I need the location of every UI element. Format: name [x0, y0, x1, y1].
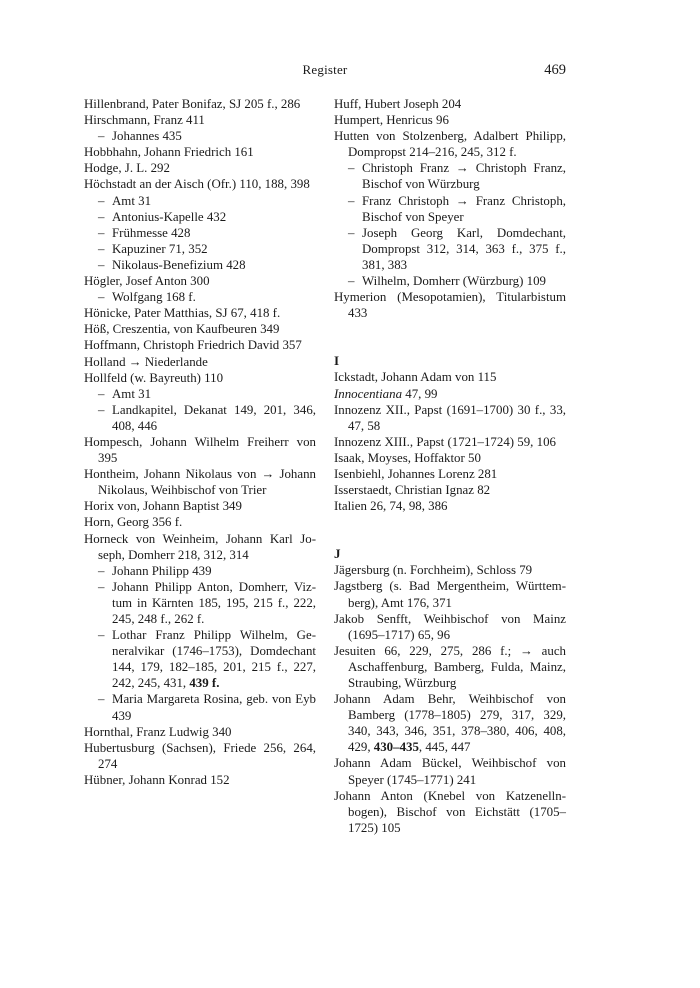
entry-text: Lothar Franz Philipp Wilhelm, Generalvikar (1746–1753), Domdechant 144, 179, 182–185, 201, 215 f., 227, 242, 245, 431, — [112, 628, 316, 691]
subentry-dash: – — [98, 692, 105, 707]
index-entry — [334, 402, 566, 434]
entry-text: Nikolaus-Benefizium 428 — [112, 257, 246, 272]
subentry-dash: – — [98, 579, 105, 594]
entry-text: Hoffmann, Christoph Friedrich David 357 — [84, 338, 302, 353]
entry-text: Frühmesse 428 — [112, 225, 191, 240]
index-entry — [334, 128, 566, 160]
index-entry — [334, 611, 566, 643]
index-subentry — [334, 193, 566, 225]
entry-text: Hillenbrand, Pater Bonifaz, SJ 205 f., 286 — [84, 97, 301, 111]
index-entry — [84, 176, 316, 192]
entry-text: Innozenz XIII., Papst (1721–1724) 59, 106 — [334, 434, 556, 449]
index-column-right — [334, 96, 566, 836]
entry-text: J — [334, 546, 341, 562]
entry-text: Hompesch, Johann Wilhelm Freiherr von 395 — [84, 434, 316, 466]
index-subentry — [84, 579, 316, 627]
index-entry — [334, 466, 566, 482]
index-entry — [84, 514, 316, 530]
entry-text: 430–435 — [373, 740, 419, 755]
entry-text: Jakob Senfft, Weihbischof von Mainz (1695–1717) 65, 96 — [334, 611, 566, 642]
index-subentry — [84, 691, 316, 723]
index-entry — [84, 112, 316, 128]
page-header — [84, 62, 566, 80]
index-entry — [84, 724, 316, 740]
entry-text: Innozenz XII., Papst (1691–1700) 30 f., 33, 47, 58 — [334, 402, 566, 433]
entry-text: Hobbhahn, Johann Friedrich 161 — [84, 145, 254, 160]
subentry-dash: – — [98, 193, 105, 208]
entry-text: Holland → Niederlande — [84, 354, 208, 369]
entry-text: Horix von, Johann Baptist 349 — [84, 499, 242, 514]
index-entry — [84, 354, 316, 370]
index-subentry — [84, 193, 316, 209]
subentry-dash: – — [98, 129, 105, 144]
entry-text: Hornthal, Franz Ludwig 340 — [84, 724, 232, 739]
index-subentry — [84, 209, 316, 225]
index-entry — [84, 434, 316, 466]
entry-text: Isserstaedt, Christian Ignaz 82 — [334, 483, 491, 498]
subentry-dash: – — [348, 161, 355, 176]
index-entry — [334, 643, 566, 691]
entry-text: Johann Anton (Knebel von Katzenellnbogen), Bischof von Eichstätt (1705–1725) 105 — [334, 788, 566, 835]
entry-text: Johann Philipp 439 — [112, 563, 212, 578]
entry-text: Huff, Hubert Joseph 204 — [334, 97, 462, 111]
entry-text: Hollfeld (w. Bayreuth) 110 — [84, 370, 224, 385]
index-entry — [84, 740, 316, 772]
index-subentry — [334, 160, 566, 192]
entry-text: Hontheim, Johann Nikolaus von → Johann Nikolaus, Weihbischof von Trier — [84, 467, 316, 498]
index-entry — [334, 691, 566, 755]
index-entry — [334, 289, 566, 321]
index-subentry — [334, 273, 566, 289]
entry-text: Jesuiten 66, 229, 275, 286 f.; → auch Aschaffenburg, Bamberg, Fulda, Mainz, Straubing, Würzburg — [334, 643, 566, 690]
subentry-dash: – — [98, 225, 105, 240]
entry-text: 439 f. — [189, 676, 220, 691]
entry-text: Franz Christoph → Franz Christoph, Bischof von Speyer — [362, 193, 566, 224]
entry-text: Isenbiehl, Johannes Lorenz 281 — [334, 466, 498, 481]
entry-text: Hönicke, Pater Matthias, SJ 67, 418 f. — [84, 306, 281, 321]
entry-text: Innocentiana — [334, 386, 403, 401]
entry-text: Johann Philipp Anton, Domherr, Viztum in Kärnten 185, 195, 215 f., 222, 245, 248 f., 262 f. — [112, 579, 316, 626]
entry-text: Hubertusburg (Sachsen), Friede 256, 264, 274 — [84, 740, 316, 771]
index-entry — [84, 144, 316, 160]
entry-text: Humpert, Henricus 96 — [334, 113, 449, 128]
entry-text: Landkapitel, Dekanat 149, 201, 346, 408, 446 — [112, 402, 316, 433]
entry-text: Johannes 435 — [112, 129, 182, 144]
entry-text: Maria Margareta Rosina, geb. von Eyb 439 — [112, 692, 316, 723]
entry-text: Antonius-Kapelle 432 — [112, 209, 227, 224]
index-subentry — [84, 241, 316, 257]
index-subentry — [84, 386, 316, 402]
index-entry — [84, 273, 316, 289]
entry-text: Johann Adam Bückel, Weihbischof von Speyer (1745–1771) 241 — [334, 756, 566, 787]
entry-text: Ickstadt, Johann Adam von 115 — [334, 370, 497, 385]
section-letter — [334, 546, 566, 562]
index-entry — [334, 369, 566, 385]
index-entry — [334, 450, 566, 466]
index-entry — [334, 434, 566, 450]
subentry-dash: – — [348, 274, 355, 289]
entry-text: , 445, 447 — [418, 740, 471, 755]
entry-text: Jägersburg (n. Forchheim), Schloss 79 — [334, 563, 533, 578]
entry-text: Hutten von Stolzenberg, Adalbert Philipp, Dompropst 214–216, 245, 312 f. — [334, 129, 566, 160]
subentry-dash: – — [98, 290, 105, 305]
index-entry — [84, 466, 316, 498]
index-column-left — [84, 96, 316, 788]
index-subentry — [84, 563, 316, 579]
entry-text: Hodge, J. L. 292 — [84, 161, 170, 176]
index-entry — [84, 160, 316, 176]
subentry-dash: – — [98, 402, 105, 417]
index-entry — [334, 578, 566, 610]
page-number: 469 — [544, 62, 566, 78]
section-spacer — [334, 514, 566, 546]
index-subentry — [84, 257, 316, 273]
entry-text: Hübner, Johann Konrad 152 — [84, 772, 230, 787]
entry-text: Christoph Franz → Christoph Franz, Bischof von Würzburg — [362, 161, 566, 192]
entry-text: Jagstberg (s. Bad Mergentheim, Württemberg), Amt 176, 371 — [334, 579, 566, 610]
index-subentry — [84, 289, 316, 305]
subentry-dash: – — [348, 193, 355, 208]
subentry-dash: – — [98, 628, 105, 643]
subentry-dash: – — [98, 563, 105, 578]
entry-text: Wolfgang 168 f. — [112, 290, 196, 305]
entry-text: Amt 31 — [112, 193, 152, 208]
index-entry — [334, 386, 566, 402]
entry-text: Hymerion (Mesopotamien), Titularbistum 433 — [334, 290, 566, 321]
index-entry — [84, 305, 316, 321]
section-letter — [334, 353, 566, 369]
entry-text: Höchstadt an der Aisch (Ofr.) 110, 188, 398 — [84, 177, 310, 192]
index-subentry — [334, 225, 566, 273]
entry-text: I — [334, 353, 340, 369]
subentry-dash: – — [98, 257, 105, 272]
entry-text: Hirschmann, Franz 411 — [84, 113, 205, 128]
index-entry — [84, 337, 316, 353]
index-entry — [84, 321, 316, 337]
entry-text: Isaak, Moyses, Hoffaktor 50 — [334, 450, 481, 465]
index-subentry — [84, 627, 316, 691]
index-entry — [84, 370, 316, 386]
index-entry — [334, 112, 566, 128]
index-subentry — [84, 402, 316, 434]
entry-text: Horneck von Weinheim, Johann Karl Joseph, Domherr 218, 312, 314 — [84, 531, 316, 562]
index-entry — [334, 96, 566, 112]
subentry-dash: – — [98, 386, 105, 401]
index-entry — [334, 498, 566, 514]
index-entry — [84, 772, 316, 788]
entry-text: Höß, Creszentia, von Kaufbeuren 349 — [84, 322, 280, 337]
entry-text: 47, 99 — [402, 386, 438, 401]
entry-text: Wilhelm, Domherr (Würzburg) 109 — [362, 274, 546, 289]
index-subentry — [84, 128, 316, 144]
index-entry — [84, 531, 316, 563]
index-entry — [84, 498, 316, 514]
entry-text: Kapuziner 71, 352 — [112, 241, 208, 256]
entry-text: Joseph Georg Karl, Domdechant, Dompropst 312, 314, 363 f., 375 f., 381, 383 — [362, 225, 566, 272]
subentry-dash: – — [98, 209, 105, 224]
index-entry — [334, 482, 566, 498]
index-entry — [84, 96, 316, 112]
entry-text: Horn, Georg 356 f. — [84, 515, 183, 530]
entry-text: Högler, Josef Anton 300 — [84, 274, 210, 289]
subentry-dash: – — [348, 225, 355, 240]
index-entry — [334, 562, 566, 578]
index-subentry — [84, 225, 316, 241]
subentry-dash: – — [98, 241, 105, 256]
running-title: Register — [302, 62, 348, 77]
index-entry — [334, 755, 566, 787]
index-entry — [334, 788, 566, 836]
section-spacer — [334, 321, 566, 353]
entry-text: Johann Adam Behr, Weihbischof von Bamberg (1778–1805) 279, 317, 329, 340, 343, 346, 351, 378–380, 406, 408, 429, — [334, 692, 566, 755]
entry-text: Italien 26, 74, 98, 386 — [334, 499, 448, 514]
entry-text: Amt 31 — [112, 386, 152, 401]
